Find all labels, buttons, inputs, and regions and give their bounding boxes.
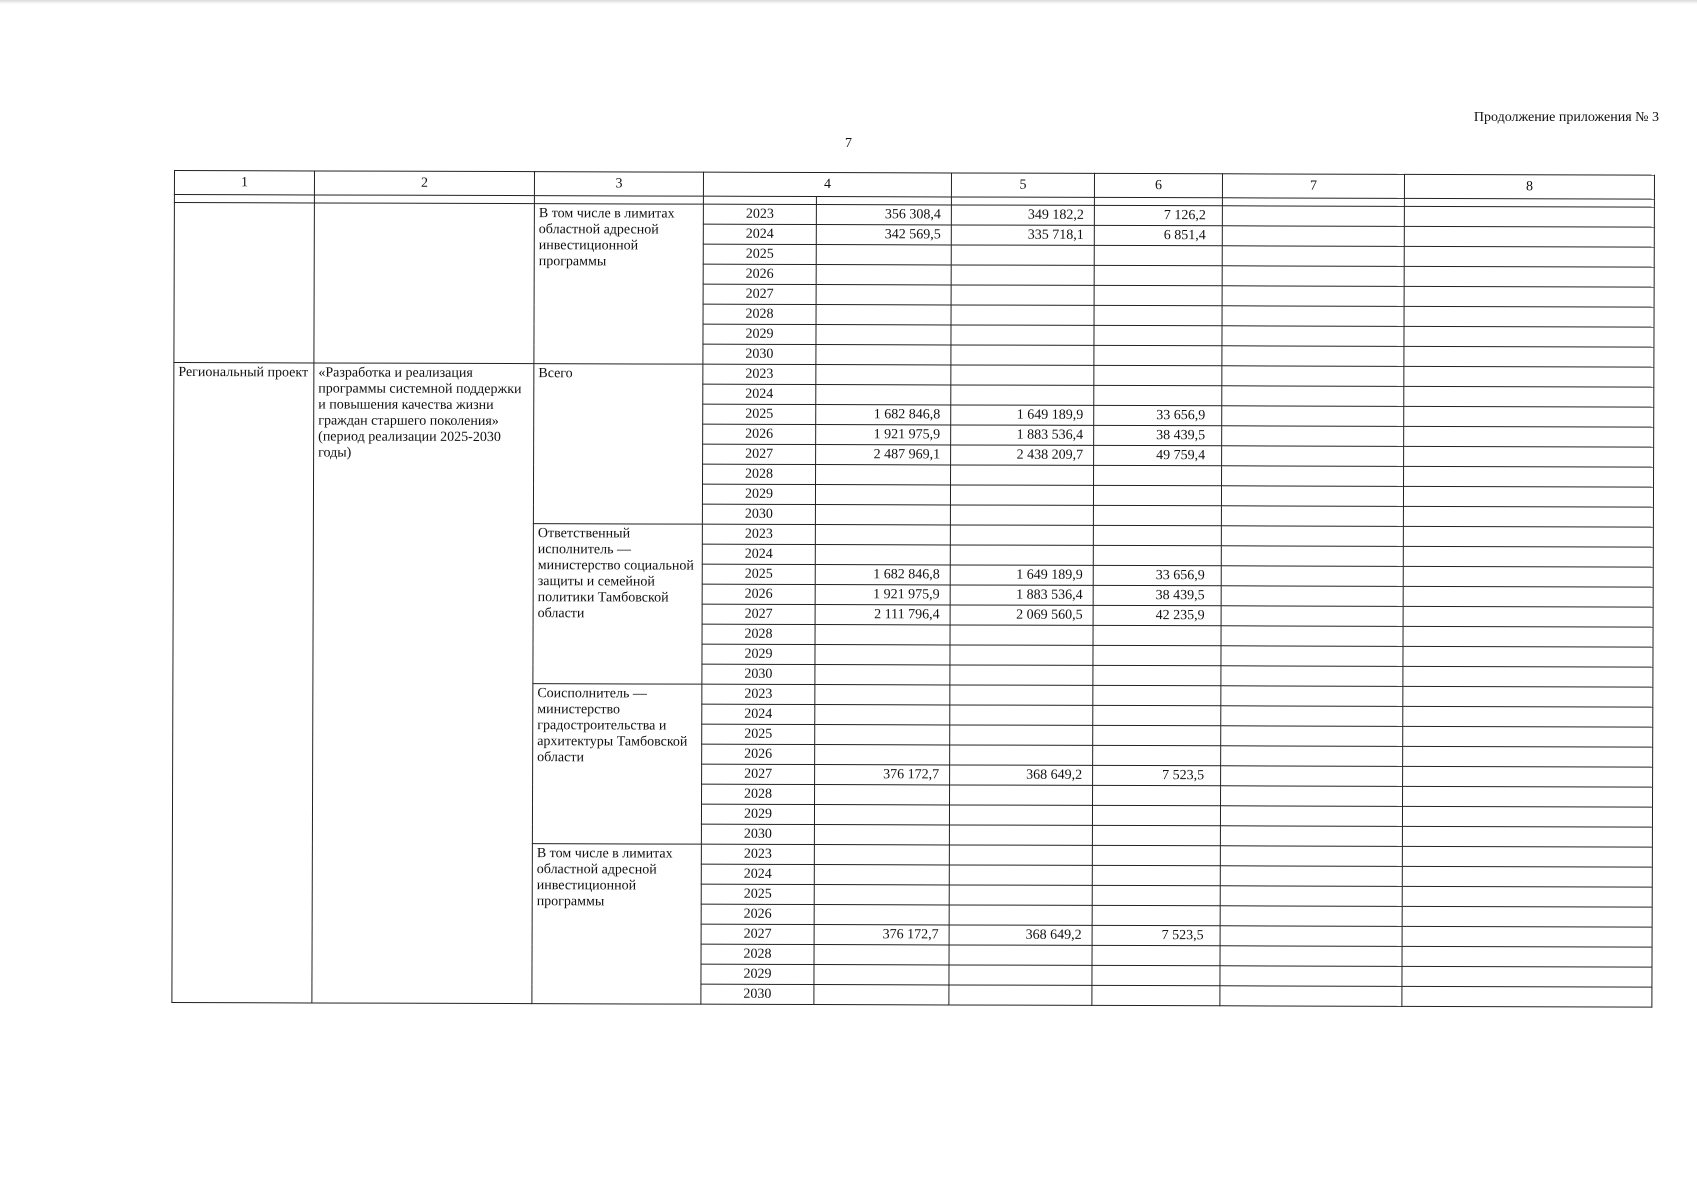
year-cell: 2028 [702, 784, 815, 804]
col6-cell: 38 439,5 [1093, 585, 1221, 605]
col6-cell: 7 523,5 [1092, 925, 1220, 945]
col-header-8: 8 [1404, 174, 1654, 199]
col5-cell [950, 785, 1093, 805]
year-cell: 2026 [702, 744, 815, 764]
col5-cell [951, 385, 1094, 405]
col6-cell: 7 523,5 [1093, 765, 1221, 785]
col5-cell [949, 845, 1092, 865]
total-cell: 1 682 846,8 [816, 405, 951, 425]
year-cell: 2025 [702, 564, 815, 584]
year-cell: 2023 [702, 524, 815, 544]
col5-cell [950, 665, 1093, 685]
col6-cell [1093, 485, 1221, 505]
col-header-1: 1 [174, 171, 314, 195]
col6-cell [1093, 705, 1221, 725]
col8-cell [1403, 506, 1653, 527]
col5-cell [950, 625, 1093, 645]
total-cell [814, 985, 949, 1005]
col8-cell [1404, 466, 1654, 487]
year-cell: 2023 [702, 684, 815, 704]
total-cell: 2 111 796,4 [815, 605, 950, 625]
col7-cell [1222, 306, 1404, 327]
col5-cell [949, 865, 1092, 885]
col8-cell [1404, 346, 1654, 367]
col5-cell: 1 883 536,4 [950, 585, 1093, 605]
year-cell: 2027 [703, 284, 816, 304]
col6-cell [1092, 825, 1220, 845]
col5-cell: 2 438 209,7 [951, 445, 1094, 465]
col7-cell [1220, 946, 1402, 967]
col6-cell [1093, 505, 1221, 525]
total-cell [814, 805, 949, 825]
total-cell: 376 172,7 [814, 925, 949, 945]
col6-cell [1094, 245, 1222, 265]
col6-cell [1094, 325, 1222, 345]
col6-cell [1092, 985, 1220, 1005]
col6-cell [1094, 305, 1222, 325]
page-number: 7 [845, 136, 852, 151]
year-cell: 2023 [701, 844, 814, 864]
col6-cell [1094, 345, 1222, 365]
budget-table-sheet [171, 170, 1654, 1065]
scan-edge [0, 0, 1697, 4]
col6-cell [1092, 945, 1220, 965]
col5-cell [949, 905, 1092, 925]
col7-cell [1222, 326, 1404, 347]
col8-cell [1403, 646, 1653, 667]
total-cell [814, 885, 949, 905]
col8-cell [1402, 826, 1652, 847]
total-cell [814, 945, 949, 965]
col7-cell [1220, 966, 1402, 987]
year-cell: 2030 [703, 344, 816, 364]
col7-cell [1222, 406, 1404, 427]
total-cell [815, 645, 950, 665]
col8-cell [1404, 406, 1654, 427]
col7-cell [1221, 526, 1403, 547]
col6-cell [1092, 965, 1220, 985]
col6-cell [1094, 465, 1222, 485]
col6-cell [1093, 785, 1221, 805]
empty-col2-cell [314, 203, 535, 364]
col8-cell [1402, 846, 1652, 867]
year-cell: 2024 [702, 544, 815, 564]
total-cell [815, 545, 950, 565]
total-cell [816, 345, 951, 365]
year-cell: 2026 [703, 264, 816, 284]
col6-cell [1094, 265, 1222, 285]
col7-cell [1220, 986, 1402, 1007]
row-group-label: Соисполнитель — министерство градостроительства и архитектуры Тамбовской области [532, 684, 702, 845]
table-row [174, 363, 1654, 388]
col5-cell: 368 649,2 [950, 765, 1093, 785]
year-cell: 2030 [701, 984, 814, 1004]
col8-cell [1404, 206, 1654, 227]
year-cell: 2025 [701, 884, 814, 904]
col5-cell [950, 505, 1093, 525]
col-header-7: 7 [1222, 174, 1404, 199]
year-cell: 2023 [703, 204, 816, 224]
col8-cell [1402, 886, 1652, 907]
col5-cell [950, 485, 1093, 505]
col6-cell [1093, 645, 1221, 665]
total-cell [816, 305, 951, 325]
col8-cell [1404, 386, 1654, 407]
col6-cell [1093, 545, 1221, 565]
project-type-cell: Региональный проект [172, 363, 314, 1003]
year-cell: 2028 [701, 944, 814, 964]
col7-cell [1220, 806, 1402, 827]
col7-cell [1221, 706, 1403, 727]
col8-cell [1404, 286, 1654, 307]
table-row [174, 203, 1654, 228]
total-cell [814, 825, 949, 845]
col8-cell [1402, 926, 1652, 947]
col5-cell [950, 645, 1093, 665]
year-cell: 2026 [702, 584, 815, 604]
col7-cell [1222, 246, 1404, 267]
col8-cell [1403, 706, 1653, 727]
total-cell [815, 725, 950, 745]
total-cell: 356 308,4 [816, 205, 951, 225]
col7-cell [1221, 586, 1403, 607]
year-cell: 2029 [701, 804, 814, 824]
col8-cell [1404, 326, 1654, 347]
col6-cell [1092, 905, 1220, 925]
col8-cell [1402, 986, 1652, 1007]
col8-cell [1404, 366, 1654, 387]
total-cell [816, 265, 951, 285]
total-cell [815, 665, 950, 685]
total-cell: 376 172,7 [815, 765, 950, 785]
col5-cell [951, 305, 1094, 325]
total-cell [815, 685, 950, 705]
total-cell [814, 845, 949, 865]
year-cell: 2029 [703, 324, 816, 344]
col8-cell [1403, 746, 1653, 767]
col5-cell: 1 649 189,9 [950, 565, 1093, 585]
row-group-label: В том числе в лимитах областной адресной инвестиционной программы [532, 844, 702, 1005]
col7-cell [1222, 266, 1404, 287]
col6-cell [1093, 685, 1221, 705]
col8-cell [1403, 686, 1653, 707]
col7-cell [1222, 286, 1404, 307]
col5-cell [951, 325, 1094, 345]
total-cell [815, 485, 950, 505]
year-cell: 2025 [703, 404, 816, 424]
col7-cell [1220, 826, 1402, 847]
col5-cell [950, 705, 1093, 725]
col7-cell [1220, 886, 1402, 907]
col8-cell [1403, 586, 1653, 607]
col8-cell [1402, 906, 1652, 927]
col8-cell [1403, 526, 1653, 547]
table-body [172, 171, 1655, 1008]
year-cell: 2027 [702, 604, 815, 624]
budget-table [171, 170, 1655, 1008]
col6-cell [1094, 365, 1222, 385]
year-cell: 2024 [701, 864, 814, 884]
col8-cell [1403, 606, 1653, 627]
year-cell: 2028 [703, 304, 816, 324]
col-header-6: 6 [1094, 173, 1222, 197]
col7-cell [1221, 506, 1403, 527]
col5-cell [949, 825, 1092, 845]
col5-cell [949, 885, 1092, 905]
col7-cell [1221, 486, 1403, 507]
col5-cell: 349 182,2 [951, 205, 1094, 225]
total-cell [815, 505, 950, 525]
year-cell: 2026 [703, 424, 816, 444]
empty-col1-cell [174, 203, 315, 363]
col7-cell [1222, 346, 1404, 367]
col8-cell [1403, 766, 1653, 787]
col6-cell: 6 851,4 [1094, 225, 1222, 245]
col7-cell [1221, 646, 1403, 667]
col5-cell [951, 345, 1094, 365]
year-cell: 2030 [702, 664, 815, 684]
year-cell: 2024 [702, 704, 815, 724]
year-cell: 2024 [703, 384, 816, 404]
col7-cell [1221, 606, 1403, 627]
col8-cell [1403, 666, 1653, 687]
year-cell: 2029 [702, 484, 815, 504]
total-cell [816, 465, 951, 485]
col7-cell [1221, 786, 1403, 807]
total-cell [816, 385, 951, 405]
year-cell: 2030 [702, 504, 815, 524]
total-cell [815, 525, 950, 545]
col7-cell [1221, 566, 1403, 587]
col5-cell [949, 945, 1092, 965]
col7-cell [1222, 446, 1404, 467]
col7-cell [1222, 226, 1404, 247]
col5-cell: 368 649,2 [949, 925, 1092, 945]
col7-cell [1221, 546, 1403, 567]
col7-cell [1220, 906, 1402, 927]
year-cell: 2027 [702, 764, 815, 784]
col6-cell: 33 656,9 [1094, 405, 1222, 425]
col7-cell [1221, 726, 1403, 747]
col5-cell [950, 545, 1093, 565]
col-header-4: 4 [703, 172, 951, 197]
total-cell [815, 705, 950, 725]
col5-cell: 1 649 189,9 [951, 405, 1094, 425]
total-cell [814, 905, 949, 925]
col5-cell: 2 069 560,5 [950, 605, 1093, 625]
col5-cell [950, 745, 1093, 765]
year-cell: 2027 [703, 444, 816, 464]
col8-cell [1403, 566, 1653, 587]
col8-cell [1402, 966, 1652, 987]
col6-cell [1093, 745, 1221, 765]
year-cell: 2029 [702, 644, 815, 664]
col8-cell [1404, 246, 1654, 267]
total-cell: 1 921 975,9 [816, 425, 951, 445]
year-cell: 2027 [701, 924, 814, 944]
col5-cell: 335 718,1 [951, 225, 1094, 245]
col6-cell [1093, 625, 1221, 645]
col7-cell [1221, 666, 1403, 687]
total-cell [816, 325, 951, 345]
total-cell: 1 682 846,8 [815, 565, 950, 585]
col-header-2: 2 [314, 171, 534, 196]
col8-cell [1402, 806, 1652, 827]
total-cell [816, 285, 951, 305]
col7-cell [1221, 746, 1403, 767]
col5-cell [951, 465, 1094, 485]
row-group-label: В том числе в лимитах областной адресной инвестиционной программы [534, 204, 704, 365]
col8-cell [1403, 486, 1653, 507]
col8-cell [1404, 426, 1654, 447]
col8-cell [1402, 866, 1652, 887]
col7-cell [1221, 626, 1403, 647]
total-cell [816, 245, 951, 265]
year-cell: 2025 [702, 724, 815, 744]
col6-cell [1094, 385, 1222, 405]
col5-cell [949, 985, 1092, 1005]
col6-cell [1093, 665, 1221, 685]
col8-cell [1404, 266, 1654, 287]
col6-cell [1092, 805, 1220, 825]
col6-cell: 38 439,5 [1094, 425, 1222, 445]
col6-cell [1092, 865, 1220, 885]
year-cell: 2028 [703, 464, 816, 484]
col8-cell [1404, 306, 1654, 327]
col5-cell [950, 525, 1093, 545]
total-cell [815, 745, 950, 765]
col8-cell [1403, 726, 1653, 747]
col8-cell [1404, 446, 1654, 467]
col8-cell [1404, 226, 1654, 247]
col6-cell [1093, 725, 1221, 745]
year-cell: 2026 [701, 904, 814, 924]
total-cell [814, 865, 949, 885]
col7-cell [1222, 206, 1404, 227]
col-header-5: 5 [951, 173, 1094, 197]
col5-cell [951, 245, 1094, 265]
year-cell: 2025 [703, 244, 816, 264]
col7-cell [1222, 366, 1404, 387]
project-name-cell: «Разработка и реализация программы системной поддержки и повышения качества жизни граждан старшего поколения» (период реализации 2025-2030 годы) [312, 363, 534, 1004]
col8-cell [1402, 946, 1652, 967]
col7-cell [1221, 686, 1403, 707]
appendix-note: Продолжение приложения № 3 [1473, 110, 1659, 125]
total-cell: 342 569,5 [816, 225, 951, 245]
col5-cell: 1 883 536,4 [951, 425, 1094, 445]
year-cell: 2030 [701, 824, 814, 844]
col6-cell [1094, 285, 1222, 305]
row-group-label: Ответственный исполнитель — министерство социальной защиты и семейной политики Тамбовской области [533, 524, 703, 685]
col8-cell [1403, 626, 1653, 647]
col6-cell [1092, 845, 1220, 865]
col6-cell [1092, 885, 1220, 905]
col5-cell [951, 285, 1094, 305]
col5-cell [951, 365, 1094, 385]
total-cell [815, 785, 950, 805]
year-cell: 2029 [701, 964, 814, 984]
col7-cell [1220, 926, 1402, 947]
col7-cell [1220, 846, 1402, 867]
col7-cell [1221, 766, 1403, 787]
col6-cell: 33 656,9 [1093, 565, 1221, 585]
col7-cell [1222, 426, 1404, 447]
col7-cell [1220, 866, 1402, 887]
col7-cell [1222, 466, 1404, 487]
year-cell: 2024 [703, 224, 816, 244]
col8-cell [1403, 546, 1653, 567]
col6-cell [1093, 525, 1221, 545]
col8-cell [1403, 786, 1653, 807]
total-cell [816, 365, 951, 385]
col5-cell [951, 265, 1094, 285]
year-cell: 2023 [703, 364, 816, 384]
col6-cell: 42 235,9 [1093, 605, 1221, 625]
col7-cell [1222, 386, 1404, 407]
col-header-3: 3 [534, 172, 703, 197]
col6-cell: 7 126,2 [1094, 205, 1222, 225]
total-cell [815, 625, 950, 645]
col5-cell [950, 725, 1093, 745]
col5-cell [950, 685, 1093, 705]
row-group-label: Всего [533, 364, 703, 525]
col5-cell [949, 805, 1092, 825]
year-cell: 2028 [702, 624, 815, 644]
total-cell: 2 487 969,1 [816, 445, 951, 465]
total-cell: 1 921 975,9 [815, 585, 950, 605]
col6-cell: 49 759,4 [1094, 445, 1222, 465]
total-cell [814, 965, 949, 985]
col5-cell [949, 965, 1092, 985]
